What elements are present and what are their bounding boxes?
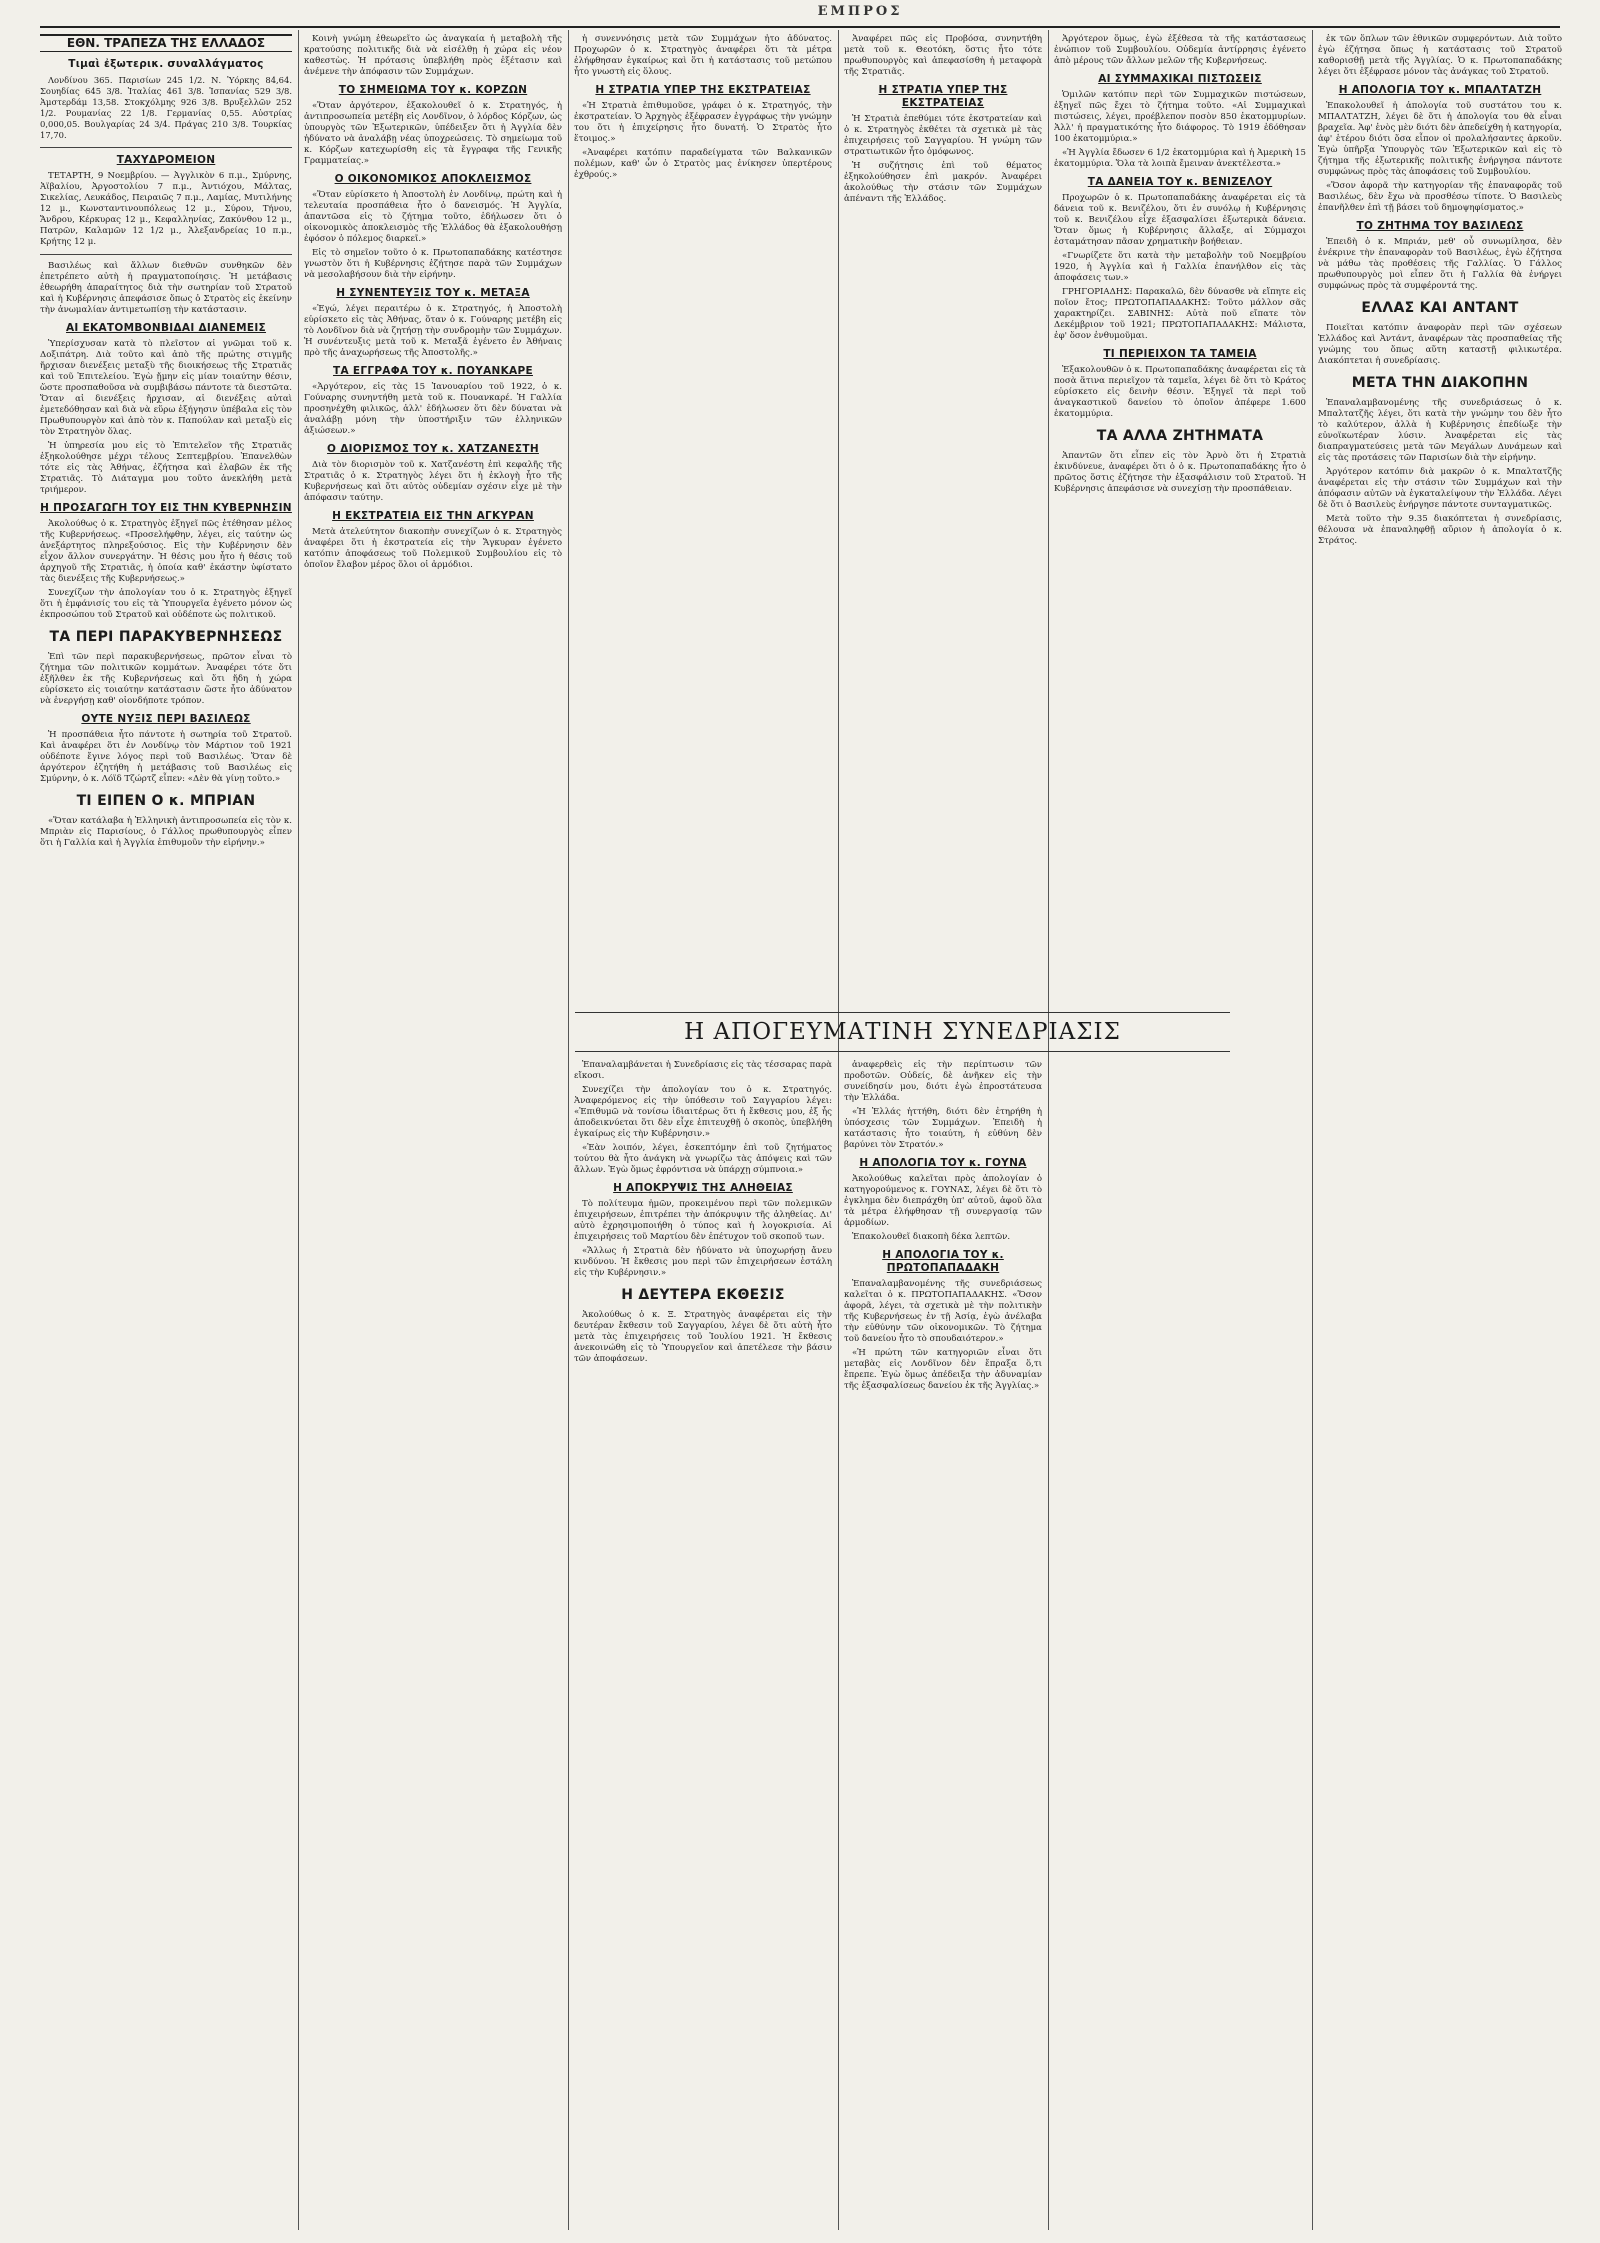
article-text: Ἀργότερον κατόπιν διὰ μακρῶν ὁ κ. Μπαλτατζῆς ἀναφέρεται εἰς τὴν στάσιν τῶν Συμμάχων καὶ τὴν ἀπόφασιν αὐτῶν νὰ ἐγκαταλείψουν τὴν Ἑλλάδα. Λέγει δὲ ὅτι ὁ Βασιλεὺς ἐνήργησε πάντοτε συνταγματικῶς. — [1318, 467, 1562, 510]
article-text: «Ἡ Στρατιὰ ἐπιθυμοῦσε, γράφει ὁ κ. Στρατηγός, τὴν ἐκστρατείαν. Ὁ Ἀρχηγὸς ἐξέφρασεν ἐγγράφως τὴν γνώμην του ὅτι ἡ ἐπιχείρησις ἦτο δυνατή. Ὁ Στρατὸς ἦτο ἕτοιμος.» — [574, 101, 832, 144]
column-2 — [304, 34, 562, 2224]
article-text: Ἀκολούθως καλεῖται πρὸς ἀπολογίαν ὁ κατηγορούμενος κ. ΓΟΥΝΑΣ, λέγει δὲ ὅτι τὸ ἐγκλημα δὲν διεπράχθη ὑπ' αὐτοῦ, ἀφοῦ ὅλα τὰ μέτρα ἐλήφθησαν τῇ συνεργασίᾳ τῶν ἁρμοδίων. — [844, 1174, 1042, 1228]
article-text: Ἐπαναλαμβανομένης τῆς συνεδριάσεως ὁ κ. Μπαλτατζῆς λέγει, ὅτι κατὰ τὴν γνώμην του δὲν ἦτο τὸ καλύτερον, ἀλλὰ ἡ Κυβέρνησις ἐπεδίωξε τὴν εὐνοϊκωτέραν λύσιν. Ἀναφέρεται εἰς τὰς διαπραγματεύσεις μετὰ τῶν Μεγάλων Δυνάμεων καὶ εἰς τὰς προτάσεις τῶν Παρισίων διὰ τὴν εἰρήνην. — [1318, 398, 1562, 463]
article-text: ἡ συνεννόησις μετὰ τῶν Συμμάχων ἦτο ἀδύνατος. Προχωρῶν ὁ κ. Στρατηγὸς ἀναφέρει ὅτι τὰ μέτρα ἐλήφθησαν ἐγκαίρως καὶ ὅτι ἡ κατάστασις τοῦ μετώπου ἦτο γνωστὴ εἰς ὅλους. — [574, 34, 832, 77]
section-heading: Η ΣΥΝΕΝΤΕΥΞΙΣ ΤΟΥ κ. ΜΕΤΑΞΑ — [336, 287, 530, 299]
divider — [40, 254, 292, 255]
article-text: «Ὅταν εὑρίσκετο ἡ Ἀποστολὴ ἐν Λονδίνῳ, πρώτη καὶ ἡ τελευταία προσπάθεια ἦτο ὁ δανεισμός. Ἡ Ἀγγλία, ἀπαντῶσα εἰς τὸ ζήτημα τοῦτο, ἐδήλωσεν ὅτι ὁ οἰκονομικὸς ἀποκλεισμὸς τῆς Ἑλλάδος θὰ ἐξακολουθήσῃ ἐφόσον ὁ πόλεμος διαρκεῖ.» — [304, 190, 562, 244]
divider — [40, 147, 292, 148]
exchange-rates: Λονδίνου 365. Παρισίων 245 1/2. Ν. Ὑόρκης 84,64. Σουηδίας 645 3/8. Ἰταλίας 461 3/8. Ἱσπανίας 529 3/8. Ἀμστερδάμ 13,58. Στοκχόλμης 926 3/8. Βρυξελλῶν 252 1/2. Ρουμανίας 22 1/8. Γερμανίας 0,55. Αὐστρίας 0,000,05. Βουλγαρίας 24 3/4. Πράγας 210 3/8. Τουρκίας 17,70. — [40, 75, 292, 140]
article-text: Ἐξακολουθῶν ὁ κ. Πρωτοπαπαδάκης ἀναφέρεται εἰς τὰ ποσὰ ἅτινα περιεῖχον τὰ ταμεῖα, λέγει δὲ ὅτι τὸ Κράτος εὑρίσκετο εἰς δεινὴν θέσιν. Ἐξηγεῖ τὰ περὶ τοῦ ἀναγκαστικοῦ δανείου τὸ ὁποῖον ἀπέφερε 1.600 ἑκατομμύρια. — [1054, 365, 1306, 419]
section-heading: ΤΙ ΕΙΠΕΝ Ο κ. ΜΠΡΙΑΝ — [76, 793, 256, 809]
article-text: Ποιεῖται κατόπιν ἀναφορὰν περὶ τῶν σχέσεων Ἑλλάδος καὶ Ἀντάντ, ἀναφέρων τὰς προσπαθείας τῆς γνώμης του ὅπως αὕτη καταστῇ φιλικωτέρα. Διακόπτεται ἡ συνεδρίασις. — [1318, 323, 1562, 366]
top-rule — [40, 26, 1560, 28]
section-heading: ΤΟ ΖΗΤΗΜΑ ΤΟΥ ΒΑΣΙΛΕΩΣ — [1356, 220, 1524, 232]
article-text: Ἀναφέρει πῶς εἰς Προβόσα, συνηντήθη μετὰ τοῦ κ. Θεοτόκη, ὅστις ἦτο τότε πρωθυπουργὸς καὶ ἀπεφασίσθη ἡ μεταφορὰ τῆς Στρατιᾶς. — [844, 34, 1042, 77]
column-rule — [298, 30, 299, 2230]
column-rule — [1048, 30, 1049, 2230]
intro-text: Βασιλέως καὶ ἄλλων διεθνῶν συνθηκῶν δὲν ἐπετρέπετο αὐτὴ ἡ πραγματοποίησις. Ἡ μετάβασις ἐθεωρήθη ἀπαραίτητος διὰ τὴν σωτηρίαν τοῦ Στρατοῦ καὶ ἡ Κυβέρνησις ἀπεφάσισε ὅπως ὁ Στρατὸς εἰς ἐκείνην τὴν ἀνωμαλίαν ἀντιμετωπίσῃ τὴν κατάστασιν. — [40, 261, 292, 315]
article-text: ἀναφερθεὶς εἰς τὴν περίπτωσιν τῶν προδοτῶν. Οὐδείς, δὲ ἀνῆκεν εἰς τὴν συνείδησίν μου, διότι ἐγὼ ἐπροστάτευσα τὴν Ἑλλάδα. — [844, 1060, 1042, 1103]
column-5 — [1054, 34, 1306, 2224]
section-heading: ΟΥΤΕ ΝΥΞΙΣ ΠΕΡΙ ΒΑΣΙΛΕΩΣ — [81, 713, 251, 725]
article-text: «Ἄλλως ἡ Στρατιὰ δὲν ἠδύνατο νὰ ὑποχωρήσῃ ἄνευ κινδύνου. Ἡ ἔκθεσις μου περὶ τῶν ἐπιχειρήσεων ἐστάλη εἰς τὴν Κυβέρνησιν.» — [574, 1246, 832, 1278]
section-heading: ΕΛΛΑΣ ΚΑΙ ΑΝΤΑΝΤ — [1361, 300, 1519, 316]
article-text: Ἡ προσπάθεια ἦτο πάντοτε ἡ σωτηρία τοῦ Στρατοῦ. Καὶ ἀναφέρει ὅτι ἐν Λονδίνῳ τὸν Μάρτιον τοῦ 1921 οὐδέποτε ἔγινε λόγος περὶ τοῦ Βασιλέως. Ὅταν δὲ ἀργότερον ἐζητήθη ἡ μετάβασις τοῦ Βασιλέως εἰς Σμύρνην, ὁ κ. Λόϊδ Τζώρτζ εἶπεν: «Δὲν θὰ γίνῃ τοῦτο.» — [40, 730, 292, 784]
article-text: Ἐπαναλαμβανομένης τῆς συνεδριάσεως καλεῖται ὁ κ. ΠΡΩΤΟΠΑΠΑΔΑΚΗΣ. «Ὅσον ἀφορᾶ, λέγει, τὰ σχετικὰ μὲ τὴν πολιτικὴν τῆς Κυβερνήσεως ἐν τῇ Ἀσίᾳ, ἐγὼ ἀνέλαβα τὴν εὐθύνην τῶν οἰκονομικῶν. Τὸ ζήτημα τοῦ δανείου ἦτο τὸ σπουδαιότερον.» — [844, 1279, 1042, 1344]
article-text: Ὑπερίσχυσαν κατὰ τὸ πλεῖστον αἱ γνῶμαι τοῦ κ. Δοξιπάτρη. Διὰ τοῦτο καὶ ἀπὸ τῆς πρώτης στιγμῆς ἤρχισαν διενέξεις μεταξὺ τῆς διοικήσεως τῆς Στρατιᾶς καὶ τοῦ Ἐπιτελείου. Ἐγὼ ᾔμην εἰς μίαν τοιαύτην θέσιν, ὥστε προσπαθοῦσα νὰ συμβιβάσω πάντοτε τὰ διεστῶτα. Ὅταν αἱ διενέξεις ἤρχισαν, αἱ διενέξεις αὐταὶ ἐμετεδόθησαν καὶ διὰ νὰ εὕρω ἐξήγησιν ὑπέβαλα εἰς τὸν Πρωθυπουργὸν καὶ ἀπὸ τὸν κ. Παπούλαν καὶ μεταξὺ εἰς τὸν Στρατηγὸν ὅλας. — [40, 339, 292, 437]
masthead: ΕΜΠΡΟΣ — [817, 4, 903, 19]
article-text: Ἡ ὑπηρεσία μου εἰς τὸ Ἐπιτελεῖον τῆς Στρατιᾶς ἐξηκολούθησε μέχρι τέλους Σεπτεμβρίου. Ἐπανελθὼν τότε εἰς τὰς Ἀθήνας, ἐζήτησα καὶ ἐλαβῶν ἐκ τῆς Στρατιᾶς. Τὸ Διάταγμα μου τοῦτο ἀνεκλήθη μετὰ τριήμερον. — [40, 441, 292, 495]
article-text: Ἐπὶ τῶν περὶ παρακυβερνήσεως, πρῶτον εἶναι τὸ ζήτημα τῶν πολιτικῶν κομμάτων. Ἀναφέρει τότε ὅτι ἐξῆλθεν ἐκ τῆς Κυβερνήσεως καὶ ὅτι ἤδη ἡ χώρα εὑρίσκετο εἰς τοιαύτην κατάστασιν ὥστε ἦτο ἀδύνατον νὰ ἐνεργήσῃ καθ' οἱονδήποτε τρόπον. — [40, 652, 292, 706]
article-text: «Ἀναφέρει κατόπιν παραδείγματα τῶν Βαλκανικῶν πολέμων, καθ' ὧν ὁ Στρατὸς μας ἐνίκησεν ὑπερτέρους ἐχθρούς.» — [574, 148, 832, 180]
article-text: Μετὰ ἀτελεύτητον διακοπὴν συνεχίζων ὁ κ. Στρατηγὸς ἀναφέρει ὅτι ἡ ἐκστρατεία εἰς τὴν Ἄγκυραν ἐγένετο κατόπιν ἀποφάσεως τοῦ Πολεμικοῦ Συμβουλίου εἰς τὸ ὁποῖον ἔλαβον μέρος ὅλοι οἱ ἁρμόδιοι. — [304, 527, 562, 570]
section-heading: ΜΕΤΑ ΤΗΝ ΔΙΑΚΟΠΗΝ — [1351, 375, 1529, 391]
section-heading: Η ΠΡΟΣΑΓΩΓΗ ΤΟΥ ΕΙΣ ΤΗΝ ΚΥΒΕΡΝΗΣΙΝ — [40, 502, 292, 514]
bank-title: ΕΘΝ. ΤΡΑΠΕΖΑ ΤΗΣ ΕΛΛΑΔΟΣ — [40, 34, 292, 52]
article-text: «Γνωρίζετε ὅτι κατὰ τὴν μεταβολὴν τοῦ Νοεμβρίου 1920, ἡ Ἀγγλία καὶ ἡ Γαλλία ἐπανήλθον εἰς τὰς ἀποφάσεις των.» — [1054, 251, 1306, 283]
section-heading: ΤΑ ΠΕΡΙ ΠΑΡΑΚΥΒΕΡΝΗΣΕΩΣ — [49, 629, 283, 645]
section-heading: Ο ΟΙΚΟΝΟΜΙΚΟΣ ΑΠΟΚΛΕΙΣΜΟΣ — [334, 173, 532, 185]
article-text: «Ἐγώ, λέγει περαιτέρω ὁ κ. Στρατηγός, ἡ Ἀποστολὴ εὑρίσκετο εἰς τὰς Ἀθήνας, ὅταν ὁ κ. Γούναρης μετέβη εἰς τὸ Λονδῖνον διὰ νὰ ζητήσῃ τὴν συνδρομὴν τῶν Συμμάχων. Ἡ συνέντευξις μετὰ τοῦ κ. Μεταξᾶ ἐγένετο ἐν Ἀθήναις πρὸ τῆς ἀναχωρήσεως τῆς Ἀποστολῆς.» — [304, 304, 562, 358]
column-1 — [40, 34, 292, 2224]
column-3-upper — [574, 34, 832, 1004]
section-heading: Η ΑΠΟΛΟΓΙΑ ΤΟΥ κ. ΜΠΑΛΤΑΤΖΗ — [1338, 84, 1542, 96]
bank-subtitle: Τιμαὶ ἐξωτερικ. συναλλάγματος — [68, 58, 264, 70]
column-6 — [1318, 34, 1562, 2224]
section-heading: Η ΑΠΟΛΟΓΙΑ ΤΟΥ κ. ΠΡΩΤΟΠΑΠΑΔΑΚΗ — [882, 1249, 1004, 1274]
section-heading: Ο ΔΙΟΡΙΣΜΟΣ ΤΟΥ κ. ΧΑΤΖΑΝΕΣΤΗ — [327, 443, 539, 455]
post-heading: ΤΑΧΥΔΡΟΜΕΙΟΝ — [116, 154, 216, 166]
section-heading: ΑΙ ΣΥΜΜΑΧΙΚΑΙ ΠΙΣΤΩΣΕΙΣ — [1098, 73, 1262, 85]
article-text: Τὸ πολίτευμα ἡμῶν, προκειμένου περὶ τῶν πολεμικῶν ἐπιχειρήσεων, ἐπιτρέπει τὴν ἀπόκρυψιν τῆς ἀληθείας. Δι' αὐτὸ ἐχρησιμοποιήθη ὁ τύπος καὶ ἡ λογοκρισία. Αἱ ἐπιχειρήσεις τοῦ Μαρτίου δὲν ἐπέτυχον τοῦ σκοποῦ των. — [574, 1199, 832, 1242]
article-text: Κοινὴ γνώμη ἐθεωρεῖτο ὡς ἀναγκαία ἡ μεταβολὴ τῆς κρατούσης πολιτικῆς διὰ νὰ εἰσέλθῃ ἡ χώρα εἰς νέον καθεστὼς. Ἡ πρότασις ὑπεβλήθη πρὸς ἐξέτασιν καὶ ἀνέμενε τὴν ἀπόφασιν τῶν Συμμάχων. — [304, 34, 562, 77]
article-text: Ἡ συζήτησις ἐπὶ τοῦ θέματος ἐξηκολούθησεν ἐπὶ μακρόν. Ἀναφέρει ἀκολούθως τὴν στάσιν τῶν Συμμάχων ἀπέναντι τῆς Ἑλλάδος. — [844, 161, 1042, 204]
article-text: Ἐπακολουθεῖ διακοπὴ δέκα λεπτῶν. — [852, 1232, 1011, 1242]
article-text: Ἀκολούθως ὁ κ. Ξ. Στρατηγὸς ἀναφέρεται εἰς τὴν δευτέραν ἔκθεσιν τοῦ Σαγγαρίου, λέγει δὲ ὅτι αὐτὴ ἦτο μετὰ τὰς ἐπιχειρήσεις τοῦ Ἰουλίου 1921. Ἡ ἔκθεσις ἀνεκοινώθη εἰς τὸ Ὑπουργεῖον καὶ ἀπετέλεσε τὴν βάσιν τῶν ἀποφάσεων. — [574, 1310, 832, 1364]
article-text: Ὁμιλῶν κατόπιν περὶ τῶν Συμμαχικῶν πιστώσεων, ἐξηγεῖ πῶς ἔχει τὸ ζήτημα τοῦτο. «Αἱ Συμμαχικαὶ πιστώσεις, λέγει, προέβλεπον ποσὸν 850 ἑκατομμυρίων. Ἀλλ' ἡ πραγματικότης ἦτο διάφορος. Τὸ 1919 ἐδόθησαν 100 ἑκατομμύρια.» — [1054, 90, 1306, 144]
article-text: «Ἡ πρώτη τῶν κατηγοριῶν εἶναι ὅτι μεταβὰς εἰς Λονδῖνον δὲν ἔπραξα ὅ,τι ἔπρεπε. Ἐγὼ ὅμως ἀπέδειξα τὴν ἀδυναμίαν τῆς ἐξασφαλίσεως δανείου ἐκ τῆς Ἀγγλίας.» — [844, 1348, 1042, 1391]
article-text: Προχωρῶν ὁ κ. Πρωτοπαπαδάκης ἀναφέρεται εἰς τὰ δάνεια τοῦ κ. Βενιζέλου, ὅτι ἐν συνόλῳ ἡ Κυβέρνησις τοῦ κ. Βενιζέλου εἶχε ἐξασφαλίσει ἐξωτερικὰ δάνεια. Ὅταν ὅμως ἡ Κυβέρνησις ἄλλαξε, αἱ Σύμμαχοι ἐσταμάτησαν πᾶσαν χρηματικὴν βοήθειαν. — [1054, 193, 1306, 247]
column-rule — [1312, 30, 1313, 2230]
article-text: Ἀκολούθως ὁ κ. Στρατηγὸς ἐξηγεῖ πῶς ἐτέθησαν μέλος τῆς Κυβερνήσεως. «Προσελήφθην, λέγει, εἰς ταύτην ὡς ἀνεξάρτητος πληρεξούσιος. Εἰς τὴν Κυβέρνησιν δὲν εἶχον ἄλλον συνεργάτην. Ἡ θέσις μου ἦτο ἡ θέσις τοῦ ἀρχηγοῦ τῆς Στρατιᾶς, ἡ ὁποία καθ' ἑκάστην ὑφίστατο τὰς διενέξεις τῆς Κυβερνήσεως.» — [40, 519, 292, 584]
article-text: Συνεχίζων τὴν ἀπολογίαν του ὁ κ. Στρατηγὸς ἐξηγεῖ ὅτι ἡ ἐμφάνισίς του εἰς τὰ Ὑπουργεῖα ἐγένετο μόνον ὡς ἐκπροσώπου τοῦ Στρατοῦ καὶ οὐδέποτε ὡς πολιτικοῦ. — [40, 588, 292, 620]
section-heading: ΤΑ ΕΓΓΡΑΦΑ ΤΟΥ κ. ΠΟΥΑΝΚΑΡΕ — [333, 365, 533, 377]
article-text: Μετὰ τοῦτο τὴν 9.35 διακόπτεται ἡ συνεδρίασις, θέλουσα νὰ ἐπαναληφθῇ αὔριον ἡ ἀπολογία ὁ κ. Στράτος. — [1318, 514, 1562, 546]
article-text: «Ἡ Ἀγγλία ἔδωσεν 6 1/2 ἑκατομμύρια καὶ ἡ Ἀμερικὴ 15 ἑκατομμύρια. Ὅλα τὰ λοιπὰ ἔμειναν ἀνεκτέλεστα.» — [1054, 148, 1306, 169]
article-text: «Ἡ Ἑλλάς ἡττήθη, διότι δὲν ἐτηρήθη ἡ ὑπόσχεσις τῶν Συμμάχων. Ἐπειδὴ ἡ κατάστασις ἦτο τοιαύτη, ἡ εὐθύνη δὲν βαρύνει τὸν Στρατόν.» — [844, 1107, 1042, 1150]
section-heading: Η ΑΠΟΚΡΥΨΙΣ ΤΗΣ ΑΛΗΘΕΙΑΣ — [613, 1182, 793, 1194]
section-heading: ΤΑ ΔΑΝΕΙΑ ΤΟΥ κ. ΒΕΝΙΖΕΛΟΥ — [1087, 176, 1273, 188]
section-heading: Η ΔΕΥΤΕΡΑ ΕΚΘΕΣΙΣ — [621, 1287, 785, 1303]
column-4-upper — [844, 34, 1042, 1004]
article-text: Εἰς τὸ σημεῖον τοῦτο ὁ κ. Πρωτοπαπαδάκης κατέστησε γνωστὸν ὅτι ἡ Κυβέρνησις ἐζήτησε παρὰ τῶν Συμμάχων νὰ μεσολαβήσουν διὰ τὴν εἰρήνην. — [304, 248, 562, 280]
section-heading: Η ΑΠΟΛΟΓΙΑ ΤΟΥ κ. ΓΟΥΝΑ — [859, 1157, 1027, 1169]
session-banner: Η ΑΠΟΓΕΥΜΑΤΙΝΗ ΣΥΝΕΔΡΙΑΣΙΣ — [575, 1012, 1230, 1052]
article-text: ἐκ τῶν ὅπλων τῶν ἐθνικῶν συμφερόντων. Διὰ τοῦτο ἐγὼ ἐζήτησα ὅπως ἡ κατάστασις τοῦ Στρατοῦ καθορισθῇ μετὰ τῆς Ἀγγλίας. Ὁ κ. Πρωτοπαπαδάκης λέγει ὅτι ἐξέφρασε μόνον τὰς ἀνάγκας τοῦ Στρατοῦ. — [1318, 34, 1562, 77]
article-text: Ἐπειδὴ ὁ κ. Μπριάν, μεθ' οὗ συνωμίλησα, δὲν ἐνέκρινε τὴν ἐπαναφορὰν τοῦ Βασιλέως, ἐγὼ ἐζήτησα νὰ μάθω τὰς προθέσεις τῆς Γαλλίας. Ὁ Γάλλος πρωθυπουργὸς μοὶ εἶπεν ὅτι ἡ Γαλλία θὰ ἐνήργει συμφώνως πρὸς τὰ συμφέροντά της. — [1318, 237, 1562, 291]
article-text: Διὰ τὸν διορισμὸν τοῦ κ. Χατζανέστη ἐπὶ κεφαλῆς τῆς Στρατιᾶς ὁ κ. Στρατηγὸς λέγει ὅτι ἡ ἐκλογὴ ἦτο τῆς Κυβερνήσεως καὶ ὅτι αὐτὸς οὐδεμίαν σχέσιν εἶχε μὲ τὴν ἀπόφασιν ταύτην. — [304, 460, 562, 503]
article-text: Ἐπαναλαμβάνεται ἡ Συνεδρίασις εἰς τὰς τέσσαρας παρὰ εἴκοσι. — [574, 1060, 832, 1081]
article-text: «Ὅταν κατάλαβα ἡ Ἑλληνικὴ ἀντιπροσωπεία εἰς τὸν κ. Μπριὰν εἰς Παρισίους, ὁ Γάλλος πρωθυπουργὸς εἶπεν ὅτι ἡ Γαλλία καὶ ἡ Ἀγγλία ἐπιθυμοῦν τὴν εἰρήνην.» — [40, 816, 292, 848]
section-heading: ΤΑ ΑΛΛΑ ΖΗΤΗΜΑΤΑ — [1096, 428, 1264, 444]
article-text: Ἡ Στρατιὰ ἐπεθύμει τότε ἐκστρατείαν καὶ ὁ κ. Στρατηγὸς ἐκθέτει τὰ σχετικὰ μὲ τὰς ἐπιχειρήσεις τοῦ Σαγγαρίου. Ἡ γνώμη τῶν στρατιωτικῶν ἦτο ὁμόφωνος. — [844, 114, 1042, 157]
article-text: «Ὅταν ἀργότερον, ἐξακολουθεῖ ὁ κ. Στρατηγός, ἡ ἀντιπροσωπεία μετέβη εἰς Λονδῖνον, ὁ λόρδος Κόρζων, ὡς ὑπουργὸς τῶν Ἐξωτερικῶν, ὑπέδειξεν ὅτι ἡ Ἀγγλία δὲν ἠδύνατο νὰ ἀναλάβῃ νέας ὑποχρεώσεις. Τὸ σημείωμα τοῦ κ. Κόρζων κατεχωρίσθη εἰς τὰ ἔγγραφα τῆς Γενικῆς Γραμματείας.» — [304, 101, 562, 166]
column-4-lower — [844, 1060, 1042, 2225]
article-text: Ἀπαντῶν ὅτι εἶπεν εἰς τὸν Ἀρνὸ ὅτι ἡ Στρατιὰ ἐκινδύνευε, ἀναφέρει ὅτι ὁ ὁ κ. Πρωτοπαπαδάκης ἦτο ὁ πρῶτος ὅστις ἐζήτησε τὴν ἐξασφάλισιν τοῦ Στρατοῦ. Ἡ Κυβέρνησις ἀπεφάσισε νὰ συνεχίσῃ τὴν προσπάθειαν. — [1054, 451, 1306, 494]
article-text: Ἀργότερον ὅμως, ἐγὼ ἐξέθεσα τὰ τῆς κατάστασεως ἐνώπιον τοῦ Συμβουλίου. Οὐδεμία ἀντίρρησις ἐγένετο ἀπὸ μέρους τῶν ἄλλων μελῶν τῆς Κυβερνήσεως. — [1054, 34, 1306, 66]
section-heading: Η ΕΚΣΤΡΑΤΕΙΑ ΕΙΣ ΤΗΝ ΑΓΚΥΡΑΝ — [332, 510, 534, 522]
article-text: «Ὅσον ἀφορᾶ τὴν κατηγορίαν τῆς ἐπαναφορᾶς τοῦ Βασιλέως, δὲν ἔχω νὰ προσθέσω τίποτε. Ὁ Βασιλεὺς ἐπανῆλθεν ἐπὶ τῇ βάσει τοῦ δημοψηφίσματος.» — [1318, 181, 1562, 213]
column-rule — [568, 30, 569, 2230]
section-heading: ΑΙ ΕΚΑΤΟΜΒΟΝΒΙΔΑΙ ΔΙΑΝΕΜΕΙΣ — [65, 322, 267, 334]
column-rule — [838, 30, 839, 2230]
article-text: Ἐπακολουθεῖ ἡ ἀπολογία τοῦ συστάτου του κ. ΜΠΑΛΤΑΤΖΗ, λέγει δὲ ὅτι ἡ ἀπολογία του θὰ εἶναι βραχεῖα. Ἀφ' ἑνὸς μὲν διότι δὲν ἀπεδείχθη ἡ κατηγορία, ἀφ' ἑτέρου διότι ὅσα εἶπον οἱ προλαλήσαντες ἀρκοῦν. Ἐγὼ ὑπῆρξα Ὑπουργὸς τῶν Ἐξωτερικῶν καὶ εἰς τὸ ζήτημα τῆς ἐξωτερικῆς πολιτικῆς ἐνήργησα πάντοτε συμφώνως πρὸς τὰς ἀποφάσεις τοῦ Συμβουλίου. — [1318, 101, 1562, 177]
article-text: «Ἀργότερον, εἰς τὰς 15 Ἰανουαρίου τοῦ 1922, ὁ κ. Γούναρης συνηντήθη μετὰ τοῦ κ. Πουανκαρέ. Ἡ Γαλλία προσηνέχθη φιλικῶς, ἀλλ' ἐδήλωσεν ὅτι δὲν δύναται νὰ ἀναλάβῃ μόνη τὴν ὑποστήριξιν τῶν ἑλληνικῶν ἀξιώσεων.» — [304, 382, 562, 436]
section-heading: Η ΣΤΡΑΤΙΑ ΥΠΕΡ ΤΗΣ ΕΚΣΤΡΑΤΕΙΑΣ — [878, 84, 1008, 109]
post-text: ΤΕΤΑΡΤΗ, 9 Νοεμβρίου. — Ἀγγλικὸν 6 π.μ., Σμύρνης, Ἀϊβαλίου, Ἀργοστολίου 7 π.μ., Ἀντιόχου, Μάλτας, Σικελίας, Λευκάδος, Πειραιῶς 7 π.μ., Λαμίας, Μυτιλήνης 12 μ., Κωνσταντινουπόλεως 12 μ., Σύρου, Τήνου, Ἄνδρου, Κέρκυρας 12 μ., Κεφαλληνίας, Ζακύνθου 12 μ., Πατρῶν, Καλαμῶν 12 1/2 μ., Ἀλεξανδρείας 10 π.μ., Κρήτης 12 μ. — [40, 171, 292, 247]
dialogue-text: ΓΡΗΓΟΡΙΑΔΗΣ: Παρακαλῶ, δὲν δύνασθε νὰ εἴπητε εἰς ποῖον ἔτος; ΠΡΩΤΟΠΑΠΑΔΑΚΗΣ: Τοῦτο μάλλον σᾶς χαρακτηρίζει. ΣΑΒΙΝΗΣ: Αὐτὰ ποῦ εἴπατε τὸν Δεκέμβριον τοῦ 1921; ΠΡΩΤΟΠΑΠΑΔΑΚΗΣ: Μάλιστα, ἐφ' ὅσον ἐνθυμοῦμαι. — [1054, 287, 1306, 341]
article-text: Συνεχίζει τὴν ἀπολογίαν του ὁ κ. Στρατηγός. Ἀναφερόμενος εἰς τὴν ὑπόθεσιν τοῦ Σαγγαρίου λέγει: «Ἐπιθυμῶ νὰ τονίσω ἰδιαιτέρως ὅτι ἡ ἔκθεσις μου, ἐξ ἧς ἀποδεικνύεται ὅτι δὲν εἶχε ἐπιτευχθῇ ὁ σκοπὸς, ὑπεβλήθη ἐγκαίρως εἰς τὴν Κυβέρνησιν.» — [574, 1085, 832, 1139]
section-heading: Η ΣΤΡΑΤΙΑ ΥΠΕΡ ΤΗΣ ΕΚΣΤΡΑΤΕΙΑΣ — [595, 84, 811, 96]
article-text: «Ἐὰν λοιπόν, λέγει, ἐσκεπτόμην ἐπὶ τοῦ ζητήματος τούτου θὰ ἦτο ἀνάγκη νὰ γνωρίζω τὰς ἀπόψεις καὶ τῶν ἄλλων. Ἐγὼ ὅμως ἐφρόντισα νὰ ὑπάρχῃ σύμπνοια.» — [574, 1143, 832, 1175]
section-heading: ΤΙ ΠΕΡΙΕΙΧΟΝ ΤΑ ΤΑΜΕΙΑ — [1103, 348, 1257, 360]
section-heading: ΤΟ ΣΗΜΕΙΩΜΑ ΤΟΥ κ. ΚΟΡΖΩΝ — [338, 84, 528, 96]
column-3-lower — [574, 1060, 832, 2225]
